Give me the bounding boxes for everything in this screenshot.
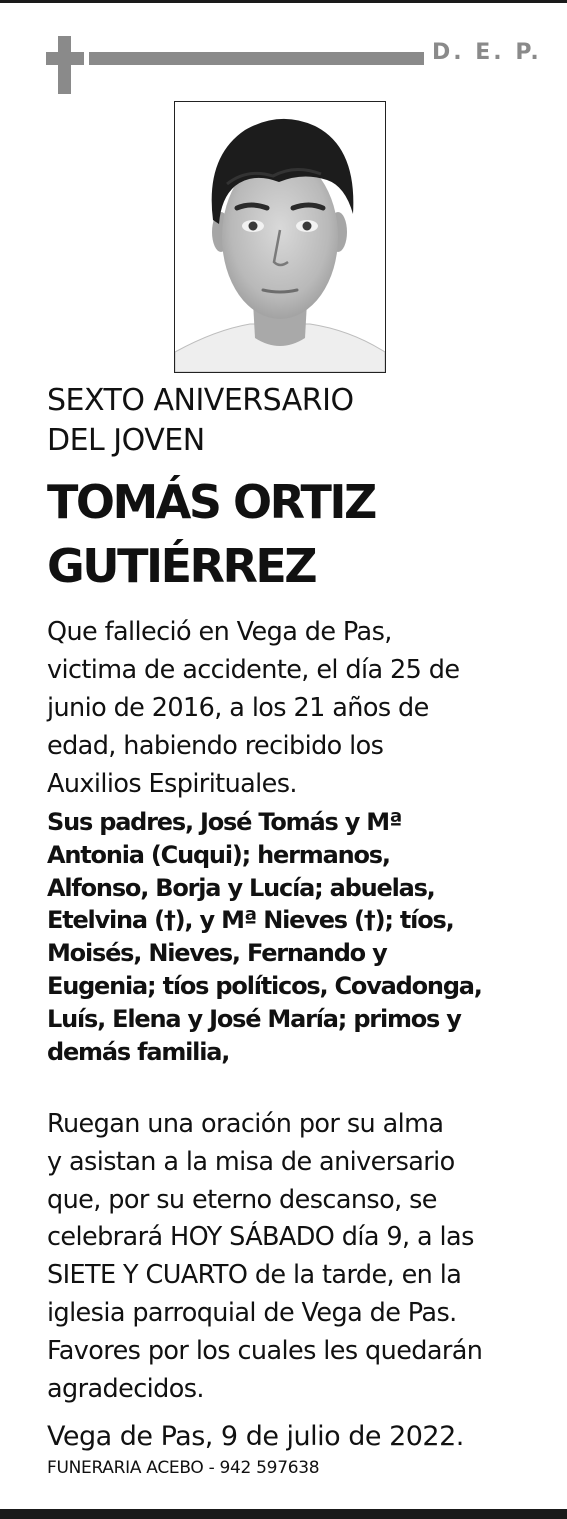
paragraph-line: demás familia,: [47, 1037, 230, 1066]
dep-label: D. E. P.: [432, 40, 542, 65]
paragraph-line: Auxilios Espirituales.: [47, 769, 297, 799]
paragraph-line: Que falleció en Vega de Pas,: [47, 617, 392, 647]
name-line: TOMÁS ORTIZ: [47, 475, 375, 529]
paragraph-line: celebrará HOY SÁBADO día 9, a las: [47, 1222, 474, 1253]
request-paragraph: [47, 1106, 482, 1408]
cross-icon-arm: [46, 52, 84, 65]
subtitle-line: DEL JOVEN: [47, 423, 205, 458]
paragraph-line: junio de 2016, a los 21 años de: [47, 693, 429, 723]
paragraph-line: Favores por los cuales les quedarán: [47, 1335, 483, 1366]
paragraph-line: Ruegan una oración por su alma: [47, 1109, 444, 1139]
paragraph-line: SIETE Y CUARTO de la tarde, en la: [47, 1260, 462, 1291]
paragraph-line: Eugenia; tíos políticos, Covadonga,: [47, 971, 482, 1000]
name-line: GUTIÉRREZ: [47, 539, 316, 593]
subtitle-line: SEXTO ANIVERSARIO: [47, 383, 354, 418]
paragraph-line: agradecidos.: [47, 1373, 204, 1404]
header-rule: [89, 52, 424, 65]
anniversary-subtitle: [47, 381, 354, 461]
deceased-name: [47, 470, 375, 598]
funeral-home: FUNERARIA ACEBO - 942 597638: [47, 1458, 320, 1478]
portrait-photo: [174, 101, 386, 373]
place-date: Vega de Pas, 9 de julio de 2022.: [47, 1421, 464, 1452]
bottom-border: [0, 1509, 567, 1519]
paragraph-line: victima de accidente, el día 25 de: [47, 655, 460, 685]
death-notice-paragraph: [47, 613, 459, 803]
paragraph-line: Moisés, Nieves, Fernando y: [47, 939, 387, 968]
paragraph-line: que, por su eterno descanso, se: [47, 1184, 437, 1215]
paragraph-line: Alfonso, Borja y Lucía; abuelas,: [47, 873, 435, 902]
paragraph-line: edad, habiendo recibido los: [47, 731, 384, 761]
paragraph-line: Luís, Elena y José María; primos y: [47, 1004, 461, 1033]
cross-icon: [58, 36, 71, 94]
paragraph-line: Sus padres, José Tomás y Mª: [47, 808, 402, 836]
paragraph-line: Etelvina (†), y Mª Nieves (†); tíos,: [47, 906, 454, 935]
paragraph-line: y asistan a la misa de aniversario: [47, 1146, 455, 1177]
family-paragraph: [47, 806, 482, 1068]
top-border: [0, 0, 567, 3]
paragraph-line: Antonia (Cuqui); hermanos,: [47, 840, 390, 869]
portrait-illustration: [175, 102, 385, 372]
paragraph-line: iglesia parroquial de Vega de Pas.: [47, 1297, 457, 1328]
